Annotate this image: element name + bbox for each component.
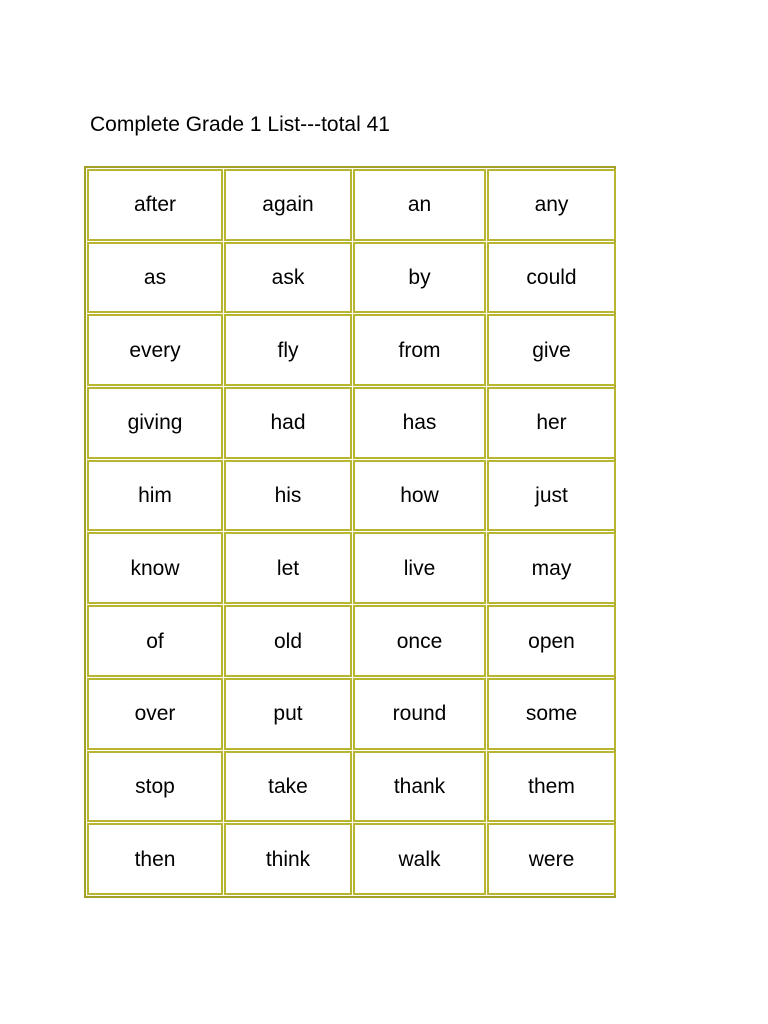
word-cell: an bbox=[353, 169, 486, 241]
word-cell: live bbox=[353, 532, 486, 604]
word-cell: then bbox=[87, 823, 223, 895]
word-cell: giving bbox=[87, 387, 223, 459]
word-cell: by bbox=[353, 242, 486, 314]
word-cell: walk bbox=[353, 823, 486, 895]
word-cell: just bbox=[487, 460, 616, 532]
word-cell: him bbox=[87, 460, 223, 532]
word-cell: open bbox=[487, 605, 616, 677]
word-cell: over bbox=[87, 678, 223, 750]
word-table bbox=[84, 166, 616, 898]
word-cell: every bbox=[87, 314, 223, 386]
word-cell: stop bbox=[87, 751, 223, 823]
word-cell: how bbox=[353, 460, 486, 532]
word-cell: give bbox=[487, 314, 616, 386]
word-cell: let bbox=[224, 532, 352, 604]
word-cell: has bbox=[353, 387, 486, 459]
word-cell: her bbox=[487, 387, 616, 459]
word-cell: any bbox=[487, 169, 616, 241]
word-cell: ask bbox=[224, 242, 352, 314]
word-cell: old bbox=[224, 605, 352, 677]
word-cell: from bbox=[353, 314, 486, 386]
word-cell: think bbox=[224, 823, 352, 895]
word-cell: after bbox=[87, 169, 223, 241]
word-cell: of bbox=[87, 605, 223, 677]
word-cell: had bbox=[224, 387, 352, 459]
word-cell: were bbox=[487, 823, 616, 895]
word-cell: round bbox=[353, 678, 486, 750]
word-cell: may bbox=[487, 532, 616, 604]
word-cell: as bbox=[87, 242, 223, 314]
word-cell: could bbox=[487, 242, 616, 314]
word-cell: put bbox=[224, 678, 352, 750]
word-cell: some bbox=[487, 678, 616, 750]
word-cell: fly bbox=[224, 314, 352, 386]
word-cell: them bbox=[487, 751, 616, 823]
word-cell: know bbox=[87, 532, 223, 604]
word-cell: take bbox=[224, 751, 352, 823]
word-cell: his bbox=[224, 460, 352, 532]
word-cell: thank bbox=[353, 751, 486, 823]
word-cell: once bbox=[353, 605, 486, 677]
word-cell: again bbox=[224, 169, 352, 241]
page-title: Complete Grade 1 List---total 41 bbox=[90, 113, 390, 136]
